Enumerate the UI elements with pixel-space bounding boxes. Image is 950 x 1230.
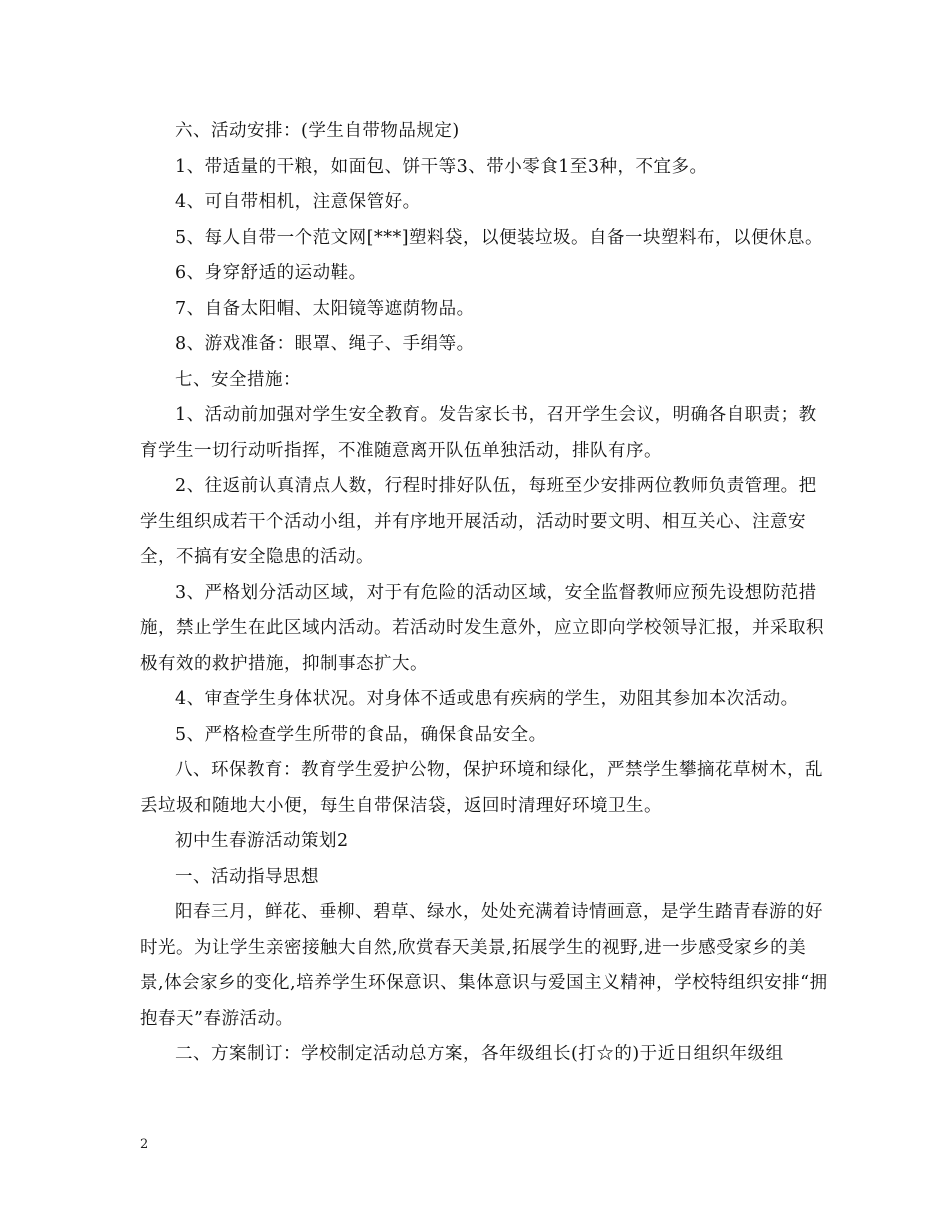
- paragraph-safety-heading: 七、安全措施：: [175, 369, 301, 390]
- paragraph-plan-2-title: 初中生春游活动策划2: [175, 831, 349, 851]
- paragraph-safety-1: 1、活动前加强对学生安全教育。发告家长书，召开学生会议，明确各自职责；教育学生一切行动听指挥，不准随意离开队伍单独活动，排队有序。: [140, 405, 817, 461]
- paragraph-environment-education: 八、环保教育：教育学生爱护公物，保护环境和绿化，严禁学生攀摘花草树木，乱丢垃圾和随地大小便，每生自带保洁袋，返回时清理好环境卫生。: [140, 760, 823, 816]
- paragraph-guiding-idea-heading: 一、活动指导思想: [175, 866, 319, 887]
- paragraph-activity-arrangement: 六、活动安排：(学生自带物品规定): [175, 121, 460, 141]
- paragraph-safety-2: 2、往返前认真清点人数，行程时排好队伍，每班至少安排两位教师负责管理。把学生组织成若干个活动小组，并有序地开展活动，活动时要文明、相互关心、注意安全，不搞有安全隐患的活动。: [140, 476, 817, 567]
- paragraph-item-1-food: 1、带适量的干粮，如面包、饼干等3、带小零食1至3种，不宜多。: [175, 156, 708, 177]
- paragraph-guiding-idea-body: 阳春三月，鲜花、垂柳、碧草、绿水，处处充满着诗情画意，是学生踏青春游的好时光。为让学生亲密接触大自然,欣赏春天美景,拓展学生的视野,进一步感受家乡的美景,体会家乡的变化,培养学生环保意识、集体意识与爱国主义精神，学校特组织安排“拥抱春天”春游活动。: [140, 902, 828, 1029]
- paragraph-item-6-shoes: 6、身穿舒适的运动鞋。: [175, 263, 367, 283]
- paragraph-safety-5: 5、严格检查学生所带的食品，确保食品安全。: [175, 724, 547, 745]
- paragraph-safety-3: 3、严格划分活动区域，对于有危险的活动区域，安全监督教师应预先设想防范措施，禁止学生在此区域内活动。若活动时发生意外，应立即向学校领导汇报，并采取积极有效的救护措施，抑制事态扩大。: [140, 582, 824, 674]
- page-number: 2: [140, 1137, 149, 1152]
- paragraph-item-4-camera: 4、可自带相机，注意保管好。: [175, 192, 421, 212]
- paragraph-safety-4: 4、审查学生身体状况。对身体不适或患有疾病的学生，劝阻其参加本次活动。: [175, 689, 799, 709]
- paragraph-item-8-games: 8、游戏准备：眼罩、绳子、手绢等。: [175, 334, 475, 354]
- paragraph-item-5-bags: 5、每人自带一个范文网[***]塑料袋，以便装垃圾。自备一块塑料布，以便休息。: [175, 227, 824, 248]
- paragraph-plan-making: 二、方案制订：学校制定活动总方案，各年级组长(打☆的)于近日组织年级组: [175, 1044, 784, 1064]
- document-body: [140, 114, 830, 1073]
- paragraph-item-7-sunshade: 7、自备太阳帽、太阳镜等遮荫物品。: [175, 298, 475, 319]
